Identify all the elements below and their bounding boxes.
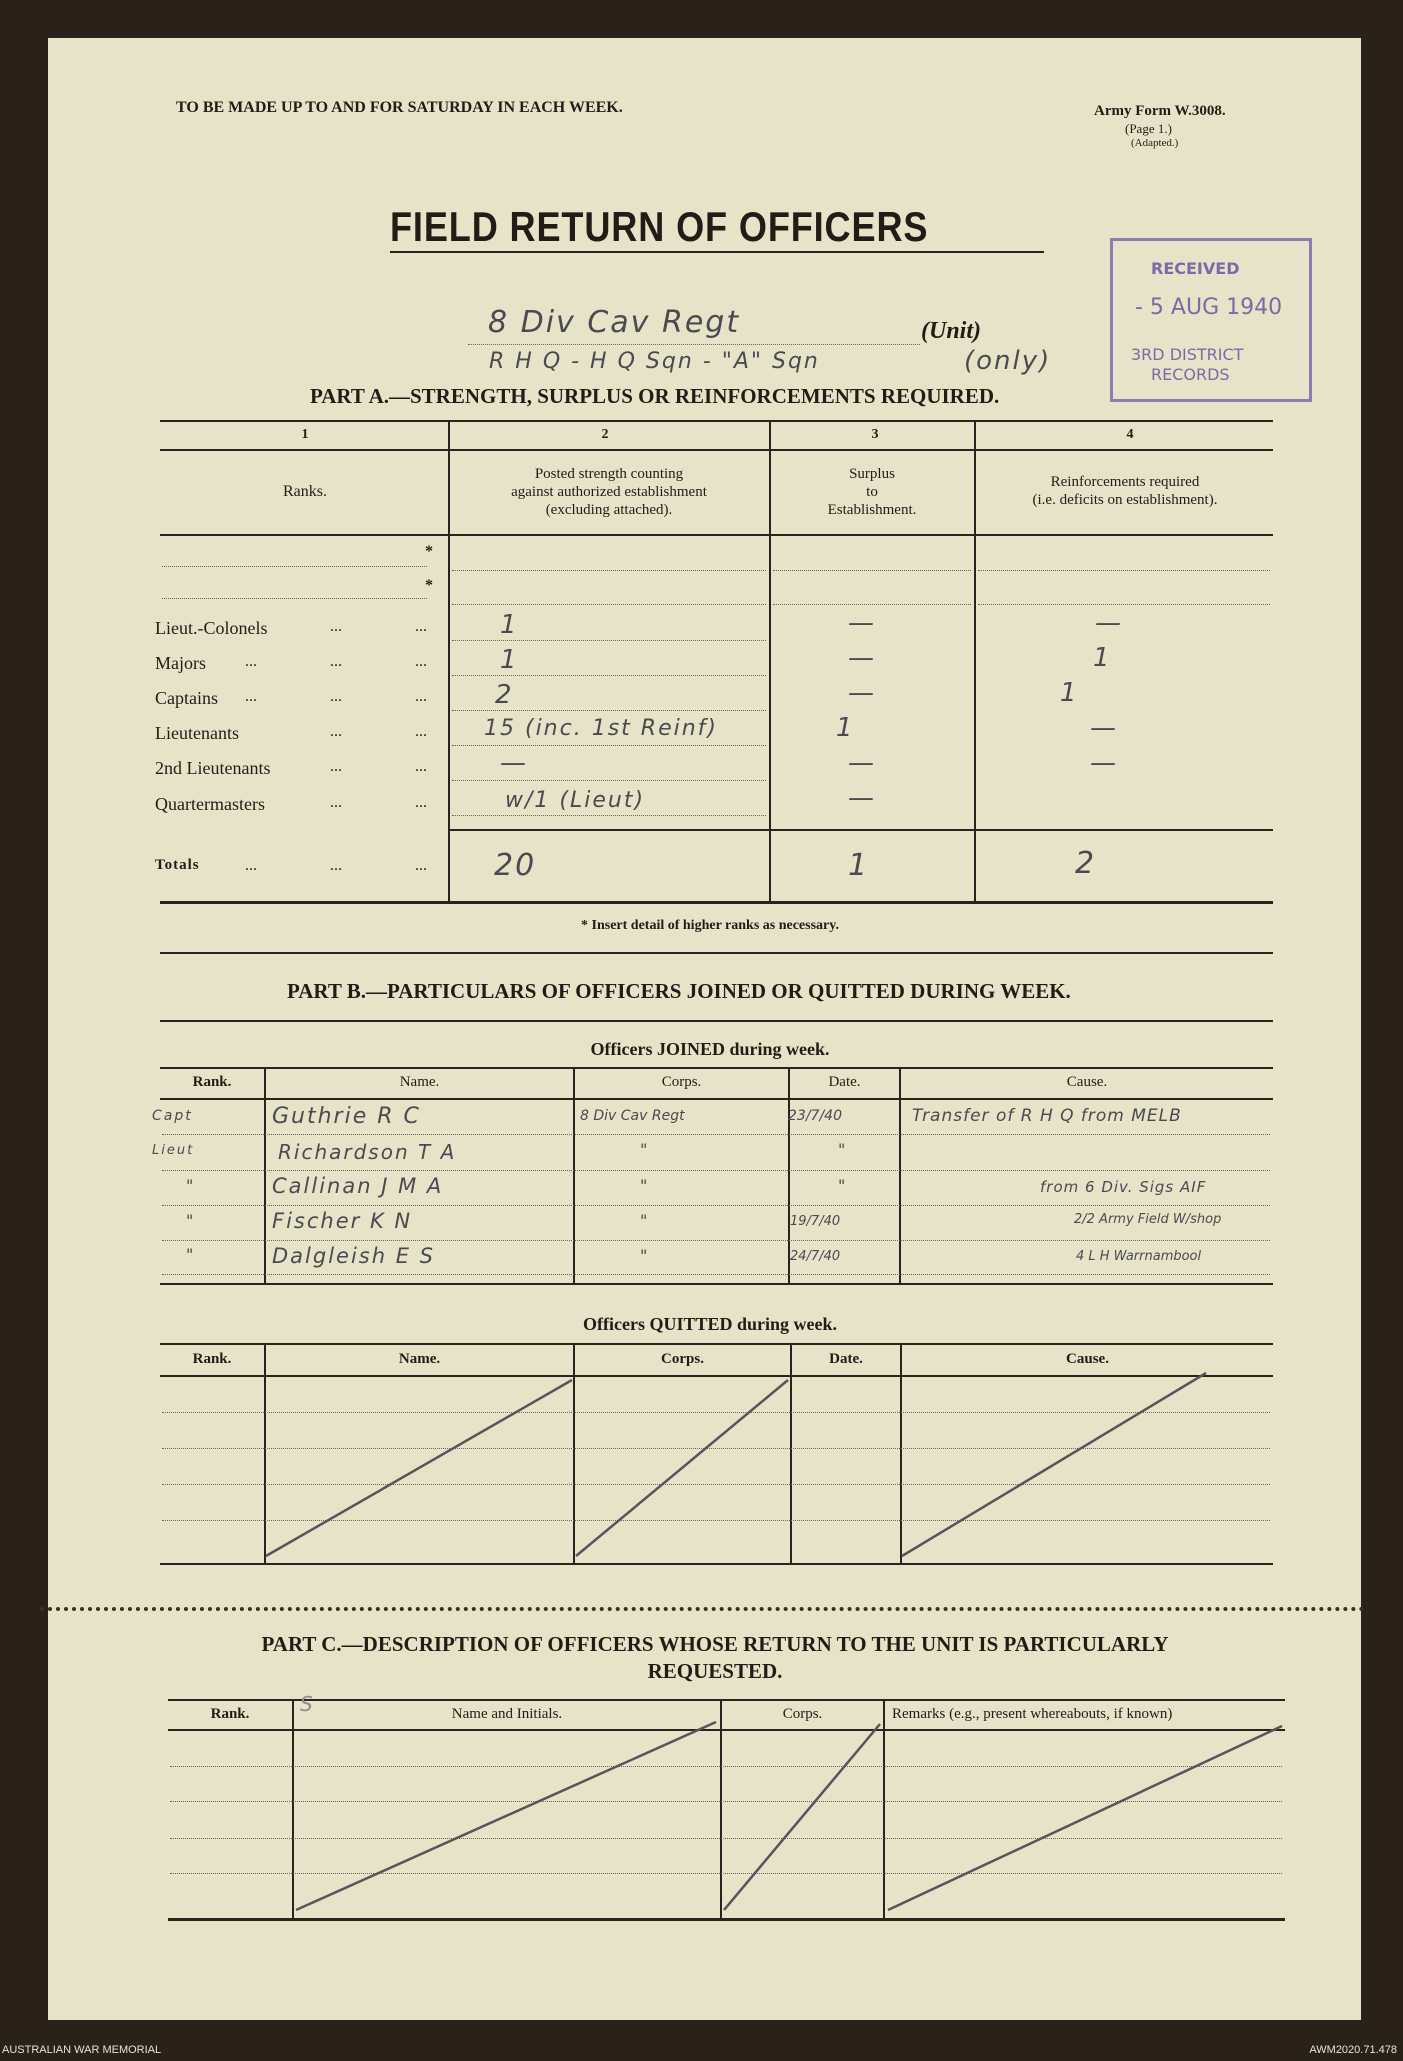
part-c-heading-2: REQUESTED. — [647, 1659, 783, 1683]
partc-col-rank: Rank. — [210, 1706, 250, 1722]
leader-dots: ... — [415, 688, 427, 705]
stamp-records: RECORDS — [1151, 365, 1230, 384]
joined-corps: " — [640, 1211, 650, 1230]
quitted-col-corps: Corps. — [661, 1351, 704, 1367]
unit-label: (Unit) — [921, 318, 981, 344]
joined-date: " — [838, 1140, 848, 1159]
joined-rank: " — [186, 1176, 196, 1195]
col-header-posted-2: against authorized establishment — [511, 484, 707, 500]
joined-col-cause: Cause. — [1066, 1074, 1108, 1090]
surplus-value: — — [848, 783, 876, 813]
page-title: FIELD RETURN OF OFFICERS — [390, 203, 929, 250]
joined-cause: 4 L H Warrnambool — [1076, 1249, 1202, 1264]
part-c-heading-1: PART C.—DESCRIPTION OF OFFICERS WHOSE RETURN TO THE UNIT IS PARTICULARLY — [261, 1632, 1169, 1656]
quitted-col-date: Date. — [829, 1351, 863, 1367]
joined-corps: " — [640, 1246, 650, 1265]
total-posted: 20 — [494, 848, 537, 883]
leader-dots: ... — [330, 723, 342, 740]
leader-dots: ... — [245, 653, 257, 670]
pencil-mark: S — [300, 1692, 315, 1716]
joined-name: Richardson T A — [278, 1140, 457, 1164]
joined-cause: from 6 Div. Sigs AIF — [1040, 1178, 1207, 1196]
part-a-heading: PART A.—STRENGTH, SURPLUS OR REINFORCEMENTS REQUIRED. — [310, 384, 1000, 408]
leader-dots: ... — [415, 653, 427, 670]
posted-value: 1 — [500, 610, 519, 640]
surplus-value: — — [848, 608, 876, 638]
reinf-value: 1 — [1060, 678, 1079, 708]
stamp-district: 3RD DISTRICT — [1131, 345, 1244, 364]
joined-heading: Officers JOINED during week. — [590, 1039, 830, 1059]
posted-value: 15 (inc. 1st Reinf) — [484, 716, 718, 741]
unit-subunits: R H Q - H Q Sqn - "A" Sqn — [489, 349, 820, 374]
col-number-1: 1 — [301, 427, 309, 442]
form-adapted: (Adapted.) — [1131, 137, 1179, 149]
joined-cause: 2/2 Army Field W/shop — [1074, 1212, 1222, 1227]
joined-corps: " — [640, 1176, 650, 1195]
reinf-value: — — [1095, 608, 1123, 638]
leader-dots: ... — [245, 857, 257, 874]
leader-dots: ... — [415, 723, 427, 740]
col-number-4: 4 — [1126, 427, 1134, 442]
leader-dots: ... — [330, 688, 342, 705]
col-header-posted-3: (excluding attached). — [545, 502, 673, 518]
rank-label: Majors — [155, 653, 206, 673]
quitted-col-cause: Cause. — [1066, 1351, 1109, 1367]
leader-dots: ... — [330, 618, 342, 635]
posted-value: — — [500, 748, 528, 778]
joined-name: Fischer K N — [272, 1209, 413, 1233]
leader-dots: ... — [415, 857, 427, 874]
joined-date: 23/7/40 — [788, 1108, 842, 1124]
joined-col-rank: Rank. — [192, 1074, 232, 1090]
joined-date: " — [838, 1176, 848, 1195]
joined-date: 19/7/40 — [790, 1214, 841, 1229]
header-instruction: TO BE MADE UP TO AND FOR SATURDAY IN EACH WEEK. — [176, 99, 623, 116]
leader-dots: ... — [245, 688, 257, 705]
joined-name: Guthrie R C — [272, 1104, 421, 1129]
joined-rank: " — [186, 1211, 196, 1230]
joined-date: 24/7/40 — [790, 1249, 841, 1264]
rank-label: Quartermasters — [155, 794, 265, 814]
partc-col-remarks: Remarks (e.g., present whereabouts, if known) — [892, 1706, 1173, 1722]
col-number-2: 2 — [601, 427, 609, 442]
rank-label: 2nd Lieutenants — [155, 758, 271, 778]
surplus-value: 1 — [836, 713, 855, 743]
col-header-surplus-3: Establishment. — [827, 502, 917, 518]
surplus-value: — — [848, 748, 876, 778]
partc-col-name: Name and Initials. — [451, 1706, 563, 1722]
col-header-reinf-2: (i.e. deficits on establishment). — [1032, 492, 1218, 508]
total-reinf: 2 — [1075, 846, 1097, 881]
leader-dots: ... — [330, 758, 342, 775]
col-header-surplus-2: to — [866, 484, 878, 500]
joined-rank: " — [186, 1245, 196, 1264]
joined-corps: 8 Div Cav Regt — [580, 1108, 685, 1124]
unit-only: (only) — [964, 346, 1052, 376]
reinf-value: — — [1090, 713, 1118, 743]
joined-rank: Capt — [152, 1108, 193, 1124]
quitted-col-rank: Rank. — [192, 1351, 232, 1367]
col-header-surplus-1: Surplus — [849, 466, 895, 482]
reinf-value: — — [1090, 748, 1118, 778]
leader-dots: ... — [330, 653, 342, 670]
posted-value: w/1 (Lieut) — [505, 788, 646, 813]
posted-value: 1 — [500, 645, 519, 675]
footer-left: AUSTRALIAN WAR MEMORIAL — [2, 2044, 162, 2056]
joined-col-date: Date. — [828, 1074, 861, 1090]
leader-dots: ... — [415, 618, 427, 635]
col-header-ranks: Ranks. — [283, 483, 327, 500]
stamp-received: RECEIVED — [1151, 259, 1240, 278]
leader-dots: ... — [330, 857, 342, 874]
asterisk-marker: * — [425, 577, 433, 594]
quitted-col-name: Name. — [398, 1351, 441, 1367]
rank-label: Lieutenants — [155, 723, 239, 743]
joined-name: Callinan J M A — [272, 1174, 444, 1198]
surplus-value: — — [848, 678, 876, 708]
unit-handwritten: 8 Div Cav Regt — [488, 305, 741, 340]
partc-col-corps: Corps. — [782, 1706, 823, 1722]
part-a-footnote: * Insert detail of higher ranks as necessary. — [581, 918, 839, 933]
leader-dots: ... — [415, 758, 427, 775]
stamp-date: - 5 AUG 1940 — [1135, 295, 1283, 320]
quitted-heading: Officers QUITTED during week. — [583, 1314, 837, 1334]
joined-col-name: Name. — [399, 1074, 440, 1090]
form-number: Army Form W.3008. — [1094, 103, 1226, 119]
posted-value: 2 — [495, 680, 514, 710]
form-page: (Page 1.) — [1125, 121, 1172, 136]
part-b-heading: PART B.—PARTICULARS OF OFFICERS JOINED OR QUITTED DURING WEEK. — [287, 979, 1071, 1003]
asterisk-marker: * — [425, 543, 433, 560]
joined-corps: " — [640, 1140, 650, 1159]
col-number-3: 3 — [871, 427, 879, 442]
col-header-posted-1: Posted strength counting — [534, 466, 684, 482]
surplus-value: — — [848, 643, 876, 673]
leader-dots: ... — [330, 794, 342, 811]
joined-name: Dalgleish E S — [272, 1244, 435, 1268]
col-header-reinf-1: Reinforcements required — [1050, 474, 1200, 490]
footer-right: AWM2020.71.478 — [1309, 2044, 1397, 2056]
reinf-value: 1 — [1093, 643, 1112, 673]
joined-rank: Lieut — [152, 1143, 195, 1158]
total-surplus: 1 — [848, 848, 870, 883]
leader-dots: ... — [415, 794, 427, 811]
rank-label: Captains — [155, 688, 218, 708]
rank-label: Lieut.-Colonels — [155, 618, 268, 638]
totals-label: Totals — [155, 857, 200, 873]
joined-col-corps: Corps. — [661, 1074, 702, 1090]
joined-cause: Transfer of R H Q from MELB — [912, 1106, 1182, 1126]
